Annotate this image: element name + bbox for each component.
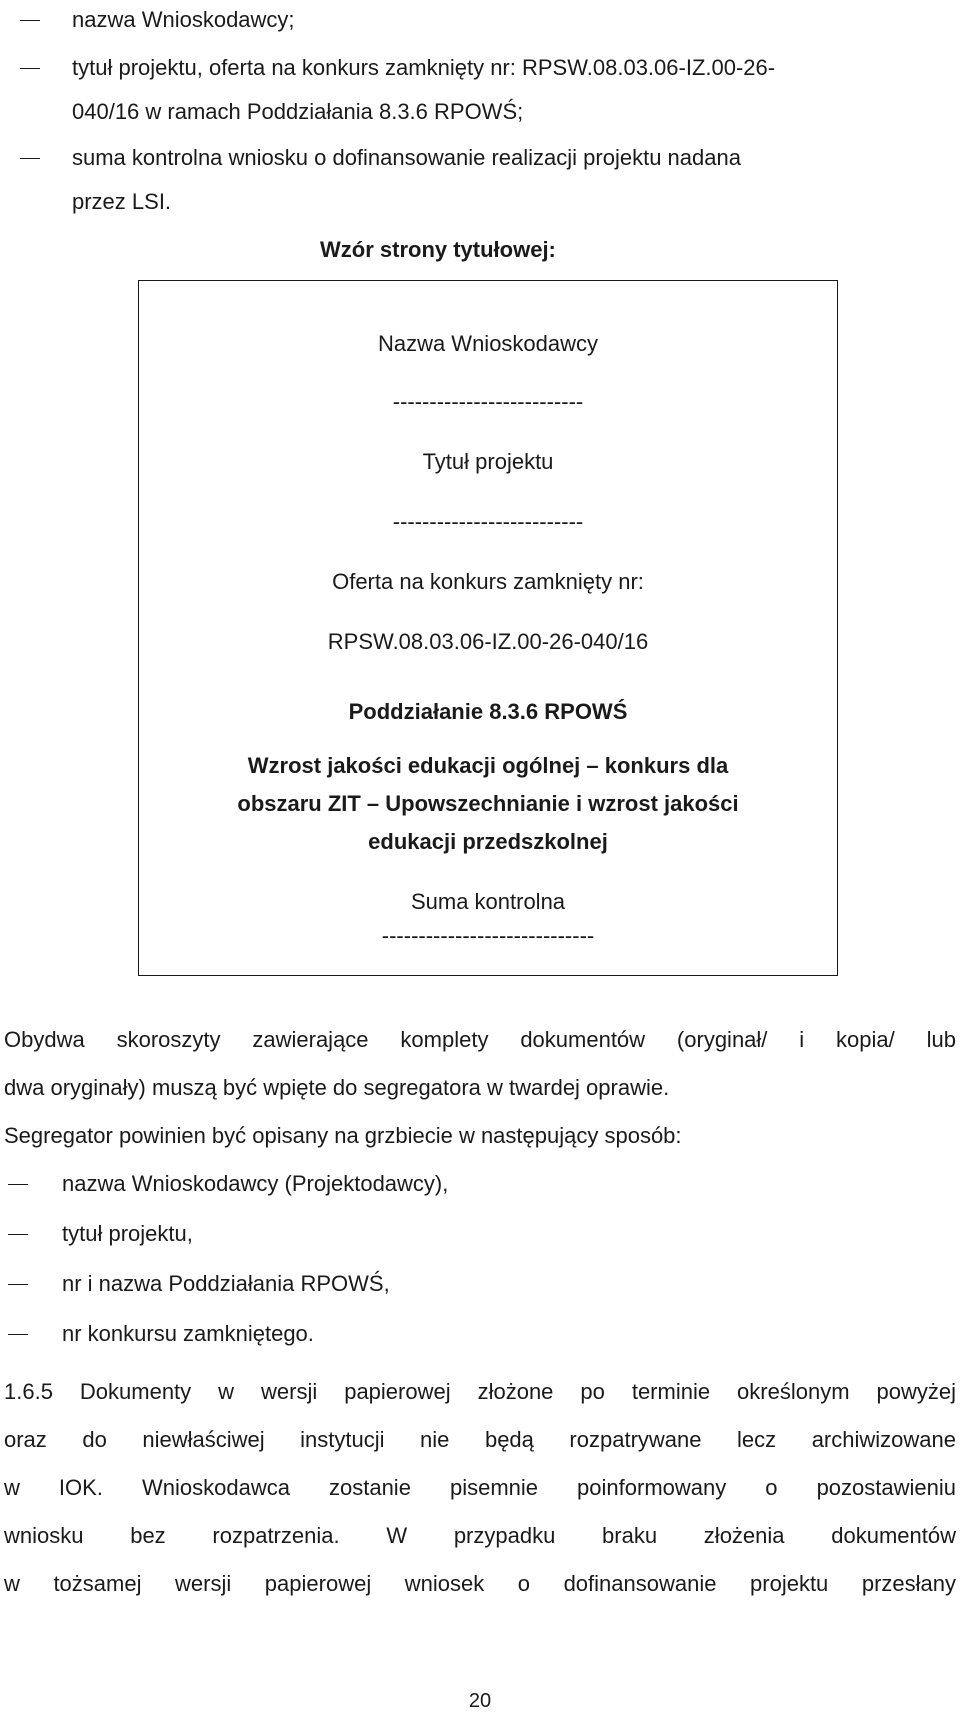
dash-bullet: [20, 158, 40, 159]
dash-bullet: [8, 1184, 28, 1185]
paragraph-line: w tożsamej wersji papierowej wniosek o dofinansowanie projektu przesłany: [4, 1571, 956, 1596]
paragraph-line: w IOK. Wnioskodawca zostanie pisemnie poinformowany o pozostawieniu: [4, 1475, 956, 1500]
list-item: nr i nazwa Poddziałania RPOWŚ,: [62, 1271, 390, 1296]
dash-bullet: [20, 68, 40, 69]
subject-line: edukacji przedszkolnej: [368, 829, 608, 854]
list-item: nr konkursu zamkniętego.: [62, 1321, 314, 1346]
list-item-continuation: przez LSI.: [72, 189, 172, 214]
checksum-label: Suma kontrolna: [410, 889, 566, 914]
subaction: Poddziałanie 8.3.6 RPOWŚ: [348, 699, 628, 724]
dash-placeholder: --------------------------: [392, 509, 584, 534]
dash-bullet: [20, 20, 40, 21]
paragraph-line: oraz do niewłaściwej instytucji nie będą rozpatrywane lecz archiwizowane: [4, 1427, 956, 1452]
list-item: suma kontrolna wniosku o dofinansowanie realizacji projektu nadana: [72, 145, 741, 170]
subject-line: Wzrost jakości edukacji ogólnej – konkurs dla: [247, 753, 729, 778]
list-item: tytuł projektu,: [62, 1221, 193, 1246]
competition-code: RPSW.08.03.06-IZ.00-26-040/16: [327, 629, 649, 654]
project-title: Tytuł projektu: [422, 449, 554, 474]
applicant-name: Nazwa Wnioskodawcy: [377, 331, 599, 356]
list-item: tytuł projektu, oferta na konkurs zamknięty nr: RPSW.08.03.06-IZ.00-26-: [72, 55, 776, 80]
paragraph-line: dwa oryginały) muszą być wpięte do segregatora w twardej oprawie.: [4, 1075, 670, 1100]
paragraph-line: wniosku bez rozpatrzenia. W przypadku braku złożenia dokumentów: [4, 1523, 956, 1548]
dash-placeholder: -----------------------------: [381, 923, 595, 948]
page-number: 20: [468, 1690, 492, 1712]
dash-bullet: [8, 1334, 28, 1335]
list-item-continuation: 040/16 w ramach Poddziałania 8.3.6 RPOWŚ;: [72, 99, 524, 124]
dash-placeholder: --------------------------: [392, 389, 584, 414]
paragraph-line: Segregator powinien być opisany na grzbiecie w następujący sposób:: [4, 1123, 682, 1148]
title-page-heading: Wzór strony tytułowej:: [320, 237, 556, 262]
list-item: nazwa Wnioskodawcy;: [72, 7, 295, 32]
paragraph-line: 1.6.5 Dokumenty w wersji papierowej złożone po terminie określonym powyżej: [4, 1379, 956, 1404]
subject-line: obszaru ZIT – Upowszechnianie i wzrost jakości: [237, 791, 739, 816]
dash-bullet: [8, 1284, 28, 1285]
list-item: nazwa Wnioskodawcy (Projektodawcy),: [62, 1171, 449, 1196]
dash-bullet: [8, 1234, 28, 1235]
paragraph-line: Obydwa skoroszyty zawierające komplety dokumentów (oryginał/ i kopia/ lub: [4, 1027, 956, 1052]
offer-label: Oferta na konkurs zamknięty nr:: [332, 569, 644, 594]
